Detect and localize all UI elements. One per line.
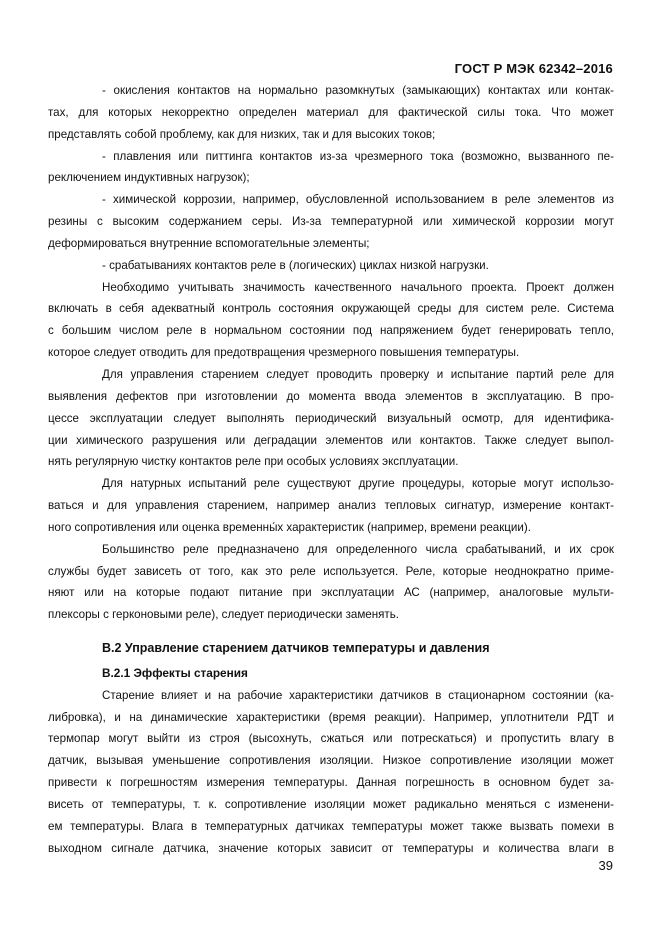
text-line: термопар могут выйти из строя (высохнуть, сжаться или потрескаться) и пропустить влагу в (48, 732, 614, 746)
text-line: Большинство реле предназначено для определенного числа срабатываний, и их срок (102, 542, 614, 556)
text-line: цессе эксплуатации следует выполнять периодический визуальный осмотр, для идентифика- (48, 411, 614, 425)
text-line: Старение влияет и на рабочие характеристики датчиков в стационарном состоянии (ка- (102, 688, 614, 702)
text-line: ного сопротивления или оценка временны́х характеристик (например, времени реакции). (48, 520, 531, 534)
text-line: резины с высоким содержанием серы. Из-за температурной или химической коррозии могут (48, 215, 614, 229)
text-line: - химической коррозии, например, обусловленной использованием в реле элементов из (102, 193, 614, 207)
text-line: Необходимо учитывать значимость качественного начального проекта. Проект должен (102, 280, 614, 294)
text-line: ем температуры. Влага в температурных датчиках температуры может также вызвать помехи в (48, 819, 614, 833)
text-line: реключением индуктивных нагрузок); (48, 171, 250, 185)
text-line: включать в себя адекватный контроль состояния окружающей среды для систем реле. Система (48, 302, 614, 316)
text-line: - плавления или питтинга контактов из-за чрезмерного тока (возможно, вызванного пе- (102, 149, 614, 163)
standard-header: ГОСТ Р МЭК 62342–2016 (454, 61, 613, 76)
text-line: деформироваться внутренние вспомогательные элементы; (48, 236, 370, 250)
section-heading: В.2 Управление старением датчиков температуры и давления (102, 641, 490, 656)
text-line: ваться и для управления старением, например анализ тепловых сигнатур, измерение контакт- (48, 499, 614, 513)
text-line: либровка), и на динамические характеристики (время реакции). Например, уплотнители РДТ и (48, 710, 614, 724)
text-line: службы будет зависеть от того, как это реле используется. Реле, которые неоднократно приме- (48, 564, 614, 578)
text-line: - срабатываниях контактов реле в (логических) циклах низкой нагрузки. (102, 258, 489, 272)
text-line: выходном сигнале датчика, значение которых зависит от температуры и количества влаги в (48, 841, 614, 855)
text-line: с большим числом реле в нормальном состоянии под напряжением будет генерировать тепло, (48, 324, 614, 338)
text-line: Для натурных испытаний реле существуют другие процедуры, которые могут использо- (102, 477, 614, 491)
text-line: представлять собой проблему, как для низких, так и для высоких токов; (48, 127, 436, 141)
text-line: тах, для которых некорректно определен материал для фактической силы тока. Что может (48, 105, 614, 119)
text-line: - окисления контактов на нормально разомкнутых (замыкающих) контактах или контак- (102, 84, 614, 97)
text-line: плексоры с герконовыми реле), следует периодически заменять. (48, 608, 399, 622)
text-line: выявления дефектов при изготовлении до момента ввода элементов в эксплуатацию. В про- (48, 389, 614, 403)
text-line: ции химического разрушения или деградации элементов или контактов. Также следует выпол- (48, 433, 614, 447)
text-line: датчик, вызывая уменьшение сопротивления изоляции. Низкое сопротивление изоляции может (48, 754, 614, 768)
text-line: привести к погрешностям измерения температуры. Данная погрешность в основном будет за- (48, 776, 614, 790)
text-line: няют или на которые подают питание при эксплуатации АС (например, аналоговые мульти- (48, 586, 614, 600)
text-line: Для управления старением следует проводить проверку и испытание партий реле для (102, 367, 614, 381)
text-line: нять регулярную чистку контактов реле при особых условиях эксплуатации. (48, 455, 459, 469)
subsection-heading: В.2.1 Эффекты старения (102, 665, 248, 680)
text-line: которое следует отводить для предотвращения чрезмерного повышения температуры. (48, 346, 520, 360)
text-line: висеть от температуры, т. к. сопротивление изоляции может радикально меняться с изменени- (48, 798, 614, 811)
document-body (48, 80, 614, 860)
page-number: 39 (598, 858, 613, 873)
